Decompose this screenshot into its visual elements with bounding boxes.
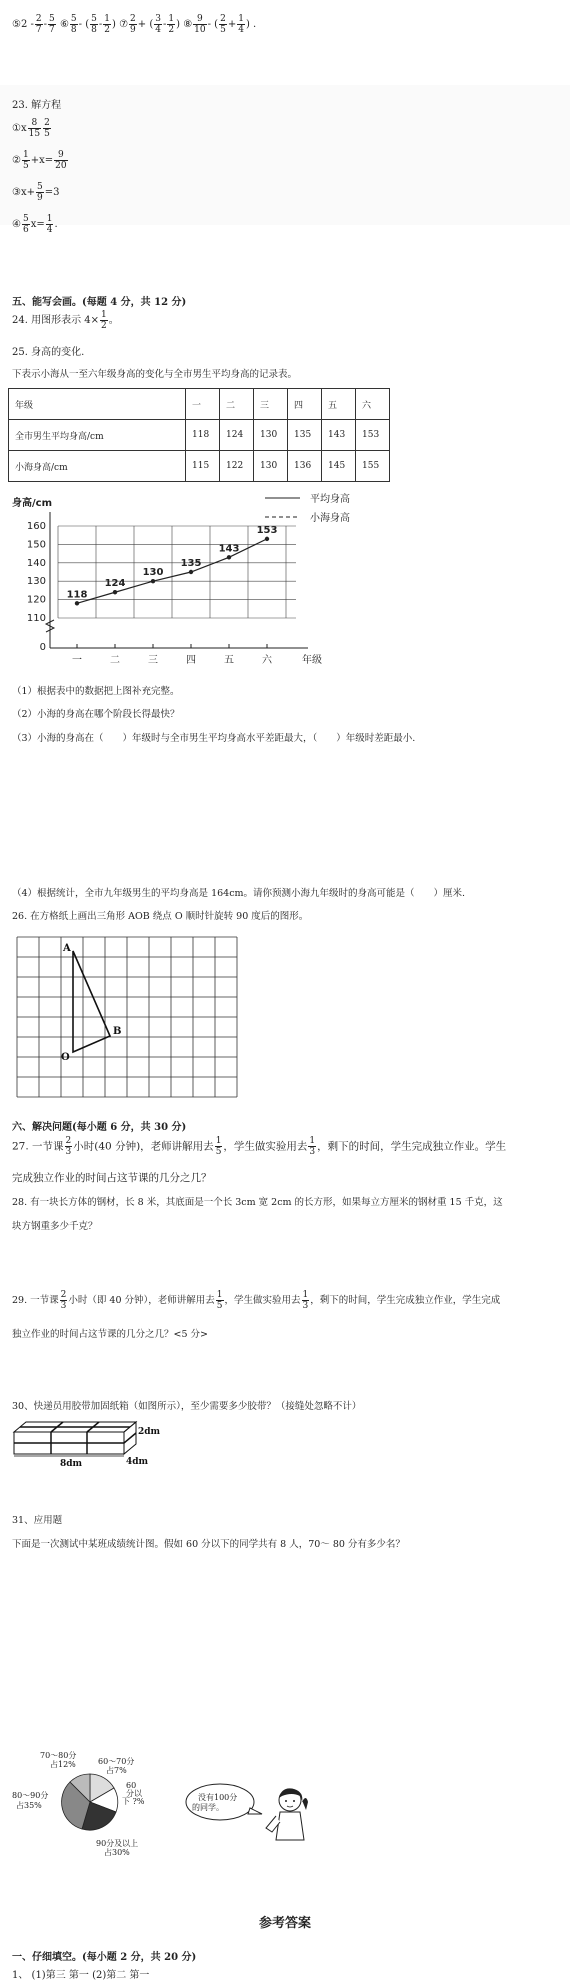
point-b-label: B: [113, 1026, 122, 1037]
table-cell: 年级: [9, 389, 186, 420]
table-row: [9, 451, 390, 482]
data-point: [265, 537, 269, 541]
q23-eq3: ③x+ $\frac{5}{9}$ =3: [12, 182, 60, 203]
table-cell: 三: [254, 389, 288, 420]
pie-label-80-90-pct: 占35%: [16, 1801, 42, 1810]
table-cell: 118: [186, 420, 220, 451]
x-tick-label: 三: [148, 655, 158, 666]
q25-part1: （1）根据表中的数据把上图补充完整。: [12, 686, 180, 697]
table-cell: 130: [254, 420, 288, 451]
q25-part2: （2）小海的身高在哪个阶段长得最快？: [12, 709, 180, 720]
table-cell: 124: [220, 420, 254, 451]
q31-title: 31、应用题: [12, 1515, 63, 1526]
table-cell: 全市男生平均身高/cm: [9, 420, 186, 451]
q31-description: 下面是一次测试中某班成绩统计图。假如 60 分以下的同学共有 8 人，70～ 80 分有多少名？: [12, 1539, 405, 1550]
data-point: [227, 555, 231, 559]
rotation-grid: [15, 935, 245, 1110]
table-row: [9, 389, 390, 420]
q28-line1: 28. 有一块长方体的钢材，长 8 米，其底面是一个长 3cm 宽 2cm 的长方形，如果每立方厘米的钢材重 15 千克，这: [12, 1197, 503, 1208]
data-point: [113, 590, 117, 594]
q30-text: 30、快递员用胶带加固纸箱（如图所示），至少需要多少胶带？（接缝处忽略不计）: [12, 1401, 362, 1412]
q23-title: 23. 解方程: [12, 100, 62, 111]
pie-label-90-plus-pct: 占30%: [104, 1848, 130, 1857]
table-cell: 135: [288, 420, 322, 451]
x-tick-label: 六: [262, 655, 272, 666]
table-cell: 115: [186, 451, 220, 482]
answers-section1: 一、仔细填空。(每小题 2 分，共 20 分): [12, 1952, 197, 1963]
pie-label-60-70-pct: 占7%: [106, 1766, 127, 1775]
data-label: 153: [256, 524, 278, 536]
q22-expressions: ⑤2 - $\frac{2}{7}$ - $\frac{5}{7}$ ⑥ $\frac{5}{8}$ - ( $\frac{5}{8}$ - $\frac{1}{2}$ ) ⑦ $\frac{2}{9}$ + ( $\frac{3}{4}$ - $\frac{1}{2}$ ) ⑧ $\frac{9}{10}$ - ( $\frac{2}{5}$ + $\frac{1}{4}$ ) .: [12, 14, 257, 35]
bubble-text-1: 没有100分: [198, 1793, 238, 1802]
girl-cartoon-icon: [266, 1788, 308, 1840]
pie-label-90-plus: 90分及以上: [96, 1839, 139, 1848]
q25-description: 下表示小海从一至六年级身高的变化与全市男生平均身高的记录表。: [12, 369, 298, 380]
pie-label-80-90: 80～90分: [12, 1791, 49, 1800]
q23-eq4: ④ $\frac{5}{6}$ x= $\frac{1}{4}$ .: [12, 214, 58, 235]
q25-title: 25. 身高的变化.: [12, 347, 85, 358]
height-table: [8, 388, 390, 482]
data-label: 118: [66, 589, 88, 601]
pie-label-70-80: 70～80分: [40, 1751, 77, 1760]
bubble-text-2: 的同学。: [192, 1803, 224, 1812]
y-tick-label: 110: [26, 613, 46, 624]
speech-bubble: [186, 1784, 262, 1820]
x-tick-label: 二: [110, 655, 120, 666]
box-diagram: [12, 1416, 162, 1468]
q27-line2: 完成独立作业的时间占这节课的几分之几？: [12, 1172, 212, 1184]
y-tick-label: 160: [26, 521, 46, 532]
q28-line2: 块方钢重多少千克？: [12, 1221, 98, 1232]
data-point: [189, 570, 193, 574]
table-cell: 145: [322, 451, 356, 482]
data-label: 130: [142, 567, 164, 579]
score-pie-chart: [10, 1750, 340, 1860]
y-axis-label: 身高/cm: [12, 498, 52, 509]
x-tick-label: 五: [224, 655, 234, 666]
q24-text: 24. 用图形表示 4× $\frac{1}{2}$ 。: [12, 310, 119, 331]
data-label: 124: [104, 578, 126, 590]
table-row: [9, 420, 390, 451]
data-label: 143: [218, 543, 240, 555]
x-tick-label: 一: [72, 655, 82, 666]
table-cell: 122: [220, 451, 254, 482]
pie-label-below-60-b: 分以: [126, 1789, 142, 1798]
y-tick-label: 0: [39, 642, 46, 653]
table-cell: 143: [322, 420, 356, 451]
data-label: 135: [180, 558, 202, 569]
y-tick-label: 140: [26, 557, 46, 569]
box-width-label: 4dm: [126, 1457, 149, 1467]
x-tick-label: 四: [186, 655, 196, 666]
data-point: [75, 601, 79, 605]
table-cell: 130: [254, 451, 288, 482]
table-cell: 小海身高/cm: [9, 451, 186, 482]
table-cell: 六: [356, 389, 390, 420]
table-cell: 155: [356, 451, 390, 482]
y-tick-label: 130: [26, 576, 46, 588]
answer-1: 1、 (1)第三 第一 (2)第二 第一: [12, 1970, 150, 1981]
table-cell: 四: [288, 389, 322, 420]
section6-heading: 六、解决问题(每小题 6 分，共 30 分): [12, 1122, 187, 1133]
section5-heading: 五、能写会画。(每题 4 分，共 12 分): [12, 297, 187, 308]
q25-part4: （4）根据统计，全市九年级男生的平均身高是 164cm。请你预测小海九年级时的身高可能是（ ）厘米.: [12, 888, 466, 899]
q26-text: 26. 在方格纸上画出三角形 AOB 绕点 O 顺时针旋转 90 度后的图形。: [12, 911, 309, 922]
axis-break: [46, 620, 54, 632]
x-axis-label: 年级: [302, 655, 322, 666]
pie-label-below-60: 60: [126, 1781, 137, 1790]
pie-label-60-70: 60～70分: [98, 1757, 135, 1766]
q25-part3: （3）小海的身高在（ ）年级时与全市男生平均身高水平差距最大，（ ）年级时差距最小.: [12, 733, 416, 744]
table-cell: 五: [322, 389, 356, 420]
q29-line1: 29. 一节课 $\frac{2}{3}$ 小时（即 40 分钟），老师讲解用去 $\frac{1}{5}$ ，学生做实验用去 $\frac{1}{3}$ ，剩下的时间，学生完成独立作业，学生完成: [12, 1290, 501, 1311]
pie-label-70-80-pct: 占12%: [50, 1760, 76, 1769]
legend-label-average: 平均身高: [310, 494, 350, 505]
table-cell: 二: [220, 389, 254, 420]
table-cell: 一: [186, 389, 220, 420]
y-tick-label: 120: [26, 594, 46, 606]
height-line-chart: [0, 488, 380, 678]
legend-label-xiaohai: 小海身高: [310, 513, 350, 524]
point-o-label: O: [61, 1052, 70, 1063]
data-point: [151, 579, 155, 583]
q27-line1: 27. 一节课 $\frac{2}{3}$ 小时(40 分钟)，老师讲解用去 $\frac{1}{5}$ ，学生做实验用去 $\frac{1}{3}$ ，剩下的时间，学生完成独立作业。学生: [12, 1136, 507, 1157]
table-cell: 153: [356, 420, 390, 451]
q23-eq1: ①x $\frac{8}{15}$ $\frac{2}{5}$: [12, 118, 50, 139]
q23-eq2: ② $\frac{1}{5}$ +x= $\frac{9}{20}$: [12, 150, 67, 171]
answers-title: 参考答案: [258, 1916, 311, 1931]
box-length-label: 8dm: [60, 1459, 83, 1468]
q29-line2: 独立作业的时间占这节课的几分之几？<5 分>: [12, 1329, 208, 1340]
table-cell: 136: [288, 451, 322, 482]
y-tick-label: 150: [26, 539, 46, 551]
box-height-label: 2dm: [138, 1427, 161, 1437]
pie-label-below-60-c: 下 ?%: [122, 1797, 145, 1806]
point-a-label: A: [63, 943, 71, 954]
